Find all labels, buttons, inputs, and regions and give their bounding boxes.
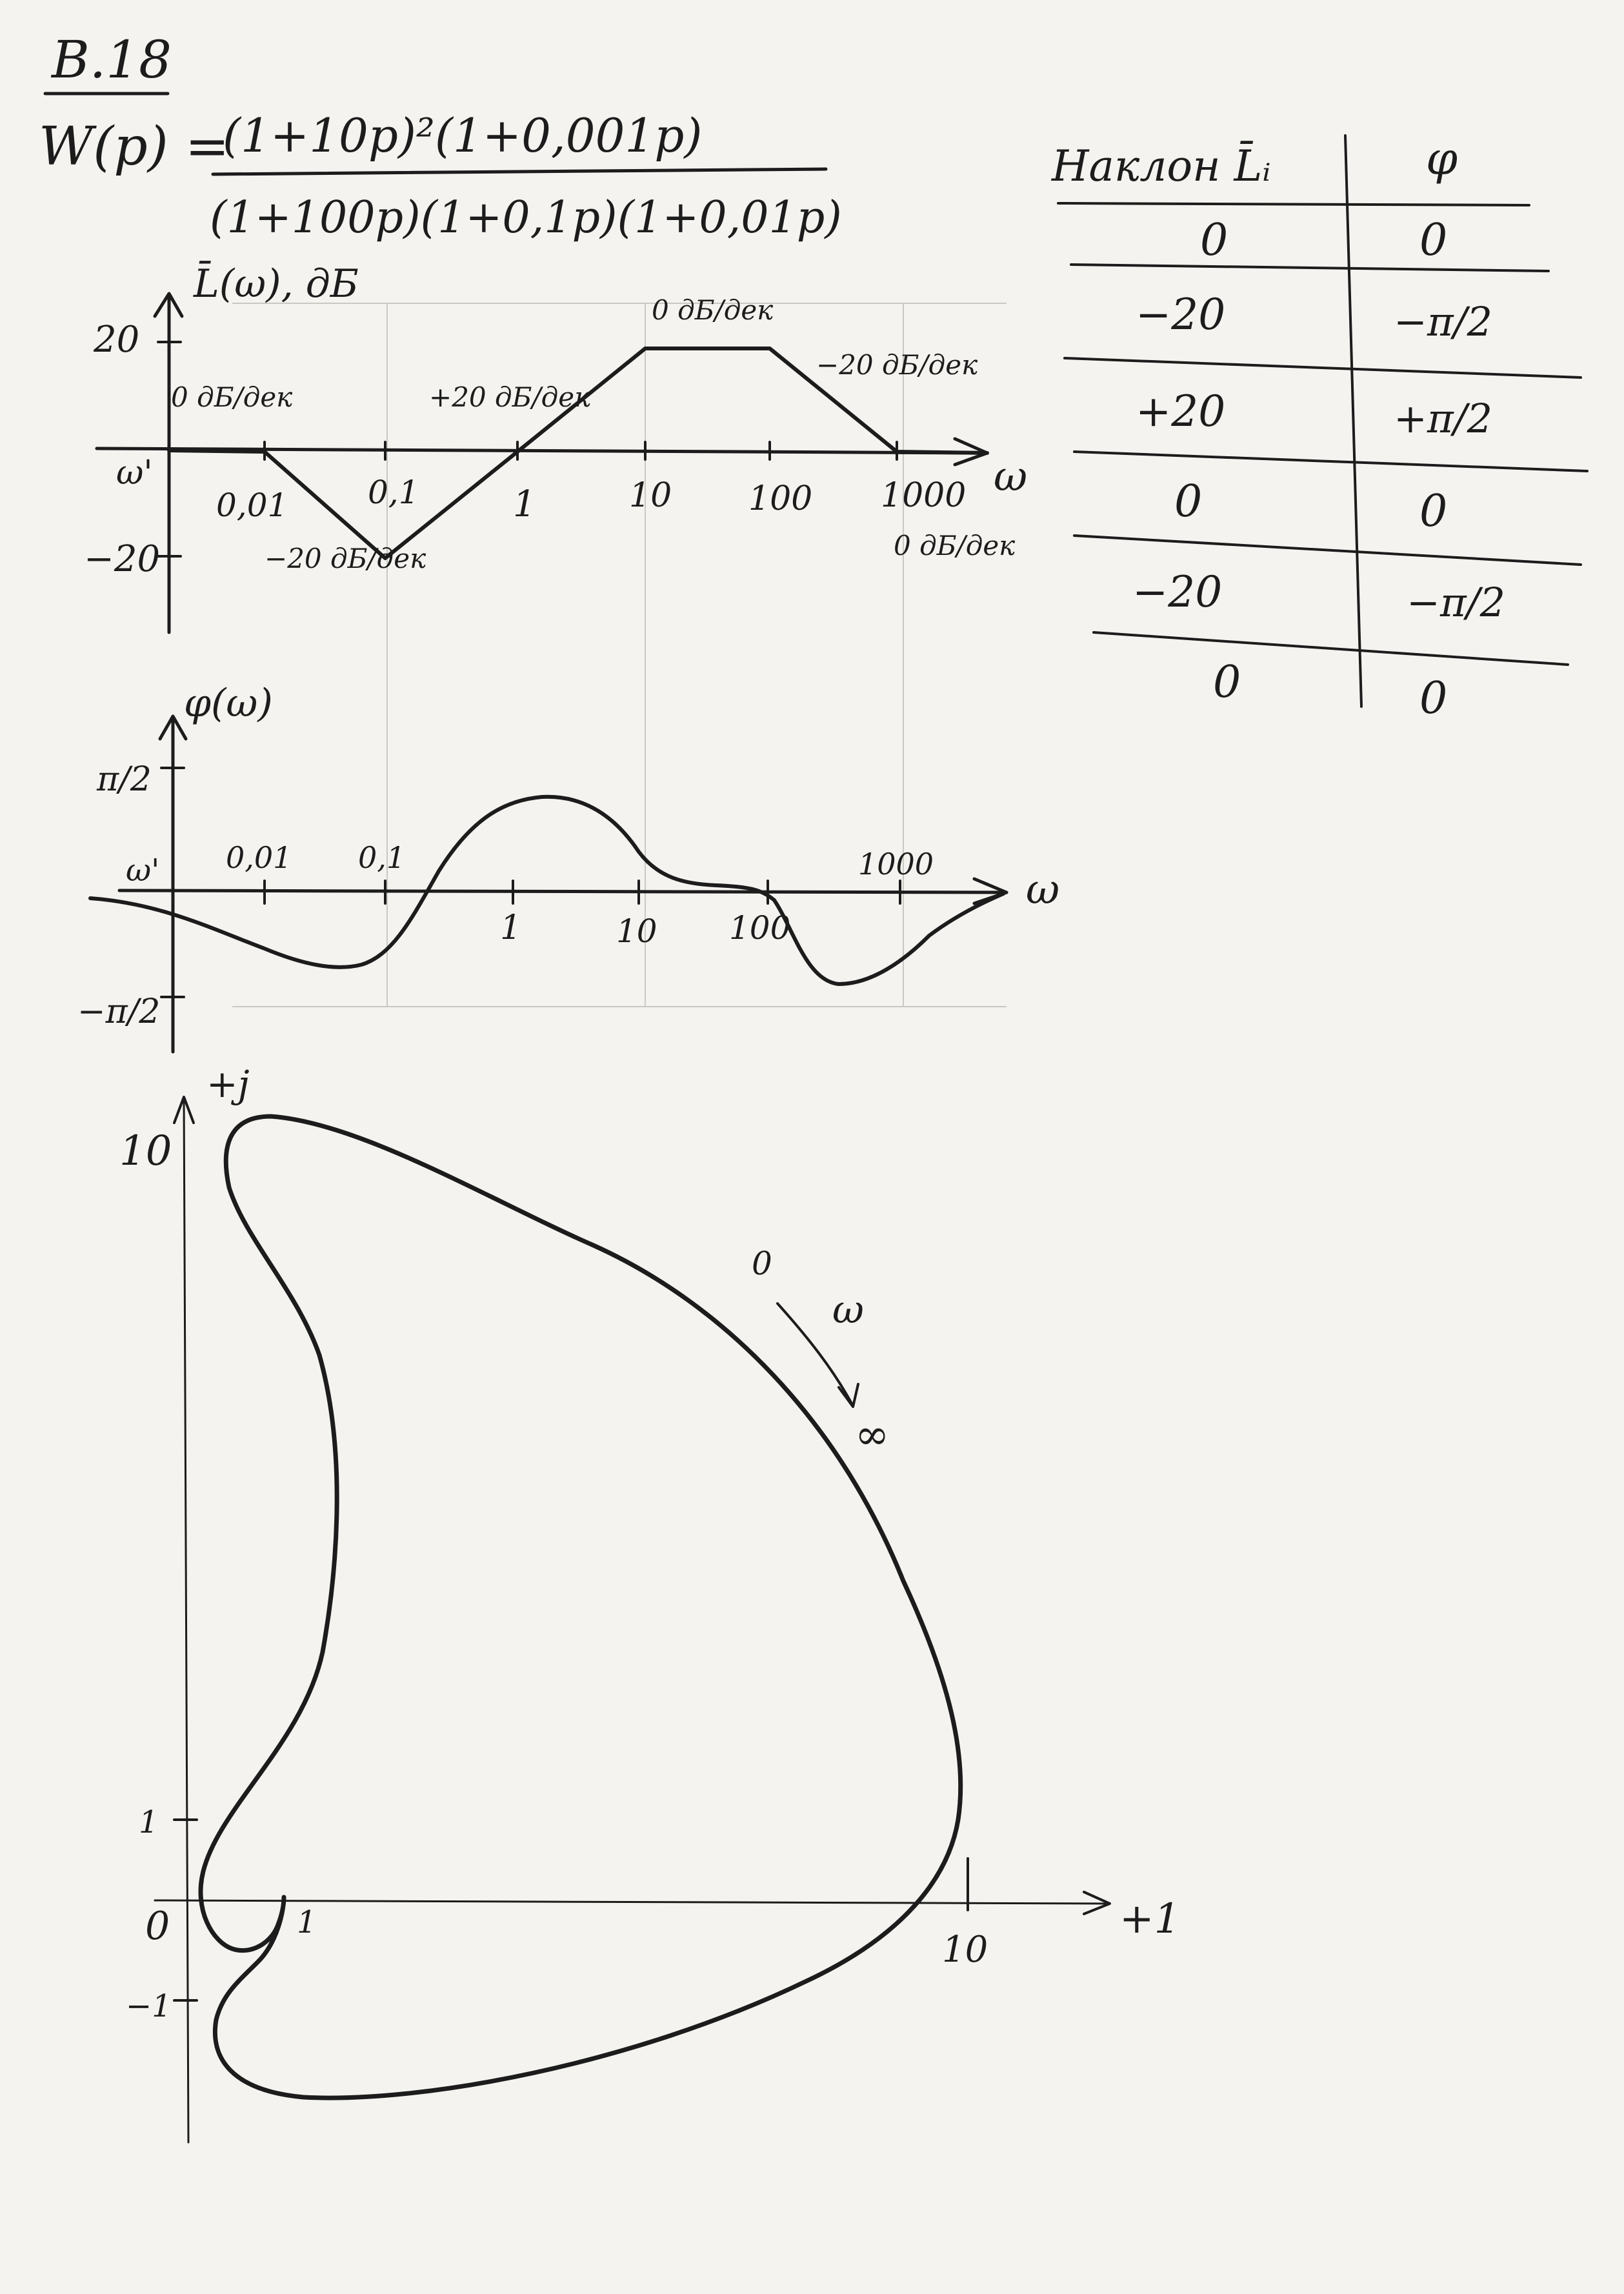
table-row-rule	[1058, 203, 1529, 205]
table-row	[1136, 290, 1492, 345]
table-cell-phase: 0	[1419, 673, 1448, 724]
table-cell-slope: +20	[1136, 387, 1226, 436]
lafc-y-label: L̄(ω), дБ	[194, 261, 359, 307]
table-row-rule	[1074, 536, 1581, 565]
nyquist-real-tick-label: 0	[145, 1904, 170, 1949]
phase-y-tick-label: π/2	[97, 760, 152, 799]
slope-label: −20 дБ/дек	[816, 349, 978, 381]
phase-x-axis	[119, 890, 1007, 892]
nyquist-imag-tick-label: 10	[119, 1127, 172, 1175]
table-row	[1213, 657, 1447, 724]
phase-y-label: φ(ω)	[184, 681, 273, 726]
lafc-slope-annotations	[171, 294, 1016, 574]
table-row-rule	[1074, 452, 1587, 471]
omega-label: ω	[832, 1287, 864, 1333]
phase-x-tick-label: 1000	[858, 847, 934, 881]
lafc-chart	[84, 261, 1027, 632]
phase-x-tick-label: 100	[729, 909, 791, 947]
nyquist-imag-label: +j	[206, 1062, 250, 1106]
phase-x-tick-label: 1	[500, 909, 522, 947]
lafc-origin-label: ω'	[116, 454, 153, 492]
lafc-y-tick-label: −20	[84, 538, 161, 580]
table-column-divider	[1345, 136, 1361, 707]
phase-x-tick-label: 10	[616, 912, 657, 950]
phase-x-tick-label: 0,1	[358, 840, 406, 875]
lafc-x-tick-label: 10	[629, 476, 672, 515]
omega-start-label: 0	[752, 1245, 772, 1282]
transfer-function-lhs: W(p) =	[39, 116, 230, 177]
lafc-x-tick-label: 1000	[881, 476, 967, 515]
phase-x-tick-label: 0,01	[226, 840, 292, 875]
nyquist-real-label: +1	[1119, 1895, 1181, 1943]
table-row-rule	[1065, 358, 1581, 377]
lafc-x-tick-label: 1	[513, 483, 536, 525]
lafc-y-tick-label: 20	[94, 319, 140, 361]
table-row	[1132, 567, 1505, 626]
transfer-function-numerator: (1+10p)²(1+0,001p)	[223, 108, 703, 163]
fraction-bar	[213, 169, 826, 174]
lafc-x-label: ω	[994, 453, 1028, 501]
omega-infinity-label: ∞	[855, 1411, 890, 1459]
table-cell-phase: 0	[1419, 215, 1448, 266]
table-row	[1174, 476, 1447, 537]
phase-x-label: ω	[1026, 866, 1060, 914]
slope-label: 0 дБ/дек	[652, 294, 774, 326]
phase-y-tick-label: −π/2	[77, 992, 161, 1031]
slope-label: 0 дБ/дек	[894, 530, 1016, 561]
table-row-rule	[1094, 632, 1568, 665]
table-cell-phase: 0	[1419, 486, 1448, 537]
lafc-x-tick-label: 0,01	[216, 487, 288, 524]
table-row	[1136, 387, 1492, 442]
slope-table	[1051, 132, 1587, 724]
table-cell-slope: 0	[1200, 215, 1228, 266]
transfer-function-denominator: (1+100p)(1+0,1p)(1+0,01p)	[210, 192, 842, 243]
table-cell-slope: −20	[1136, 290, 1226, 339]
lafc-x-tick-label: 0,1	[368, 474, 419, 511]
table-row-rule	[1071, 265, 1549, 271]
phase-origin-label: ω'	[126, 852, 160, 889]
table-cell-phase: +π/2	[1394, 395, 1493, 442]
table-row	[1200, 215, 1447, 266]
table-header-slope: Наклон L̄ᵢ	[1052, 141, 1271, 191]
nyquist-direction-annotation	[752, 1245, 889, 1459]
table-cell-slope: −20	[1132, 567, 1223, 617]
nyquist-hodograph	[201, 1116, 961, 2098]
variant-label: В.18	[52, 30, 172, 90]
slope-label: +20 дБ/дек	[429, 381, 591, 413]
header	[39, 30, 842, 243]
phase-x-ticks	[226, 840, 934, 950]
table-cell-slope: 0	[1213, 657, 1241, 708]
nyquist-imag-axis	[184, 1097, 188, 2142]
nyquist-imag-tick-label: −1	[126, 1988, 172, 2024]
table-header-phase: φ	[1426, 132, 1458, 185]
slope-label: −20 дБ/дек	[265, 543, 426, 574]
slope-label: 0 дБ/дек	[171, 381, 293, 413]
lafc-x-ticks	[216, 442, 966, 525]
table-cell-phase: −π/2	[1394, 298, 1493, 345]
nyquist-imag-tick-label: 1	[139, 1804, 159, 1840]
table-cell-phase: −π/2	[1407, 579, 1506, 626]
phase-chart	[77, 681, 1059, 1052]
nyquist-chart	[119, 1062, 1180, 2142]
table-cell-slope: 0	[1174, 476, 1203, 527]
nyquist-real-tick-label: 1	[297, 1904, 317, 1940]
lafc-x-tick-label: 100	[748, 479, 813, 518]
nyquist-real-tick-label: 10	[942, 1929, 988, 1971]
